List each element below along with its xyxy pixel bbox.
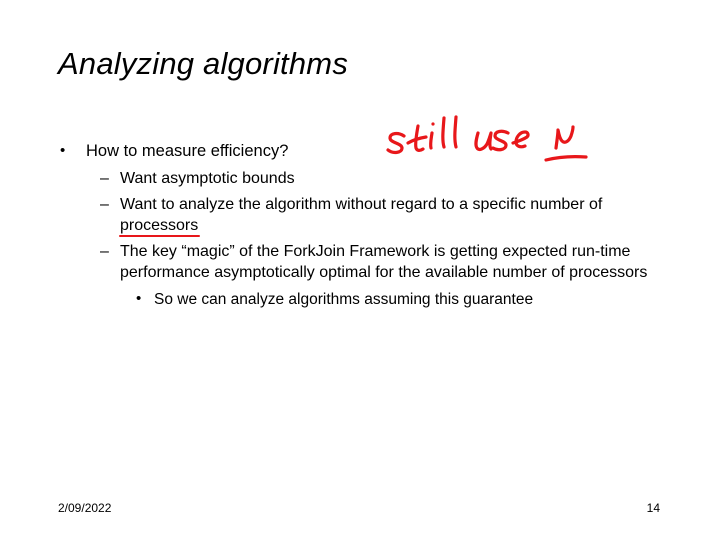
footer-date: 2/09/2022	[58, 501, 112, 515]
list-item	[52, 241, 672, 283]
list-item-text: So we can analyze algorithms assuming this guarantee	[154, 291, 534, 308]
list-item-text: The key “magic” of the ForkJoin Framework is getting expected run-time performance asymptotically optimal for the available number of processors	[120, 243, 648, 281]
slide-body	[52, 140, 672, 310]
list-item-text: Want to analyze the algorithm without regard to a specific number of	[120, 196, 603, 213]
annotated-word-processors: processors	[120, 217, 199, 234]
bullet-marker: •	[60, 142, 66, 159]
bullet-marker: –	[100, 196, 109, 213]
list-item	[52, 290, 672, 310]
list-item-text: Want asymptotic bounds	[120, 170, 295, 187]
footer-page-number: 14	[646, 501, 660, 515]
list-item	[52, 194, 672, 236]
page-title: Analyzing algorithms	[58, 46, 349, 81]
bullet-marker: •	[136, 290, 142, 307]
list-item	[52, 140, 672, 162]
list-item-text: How to measure efficiency?	[86, 142, 289, 160]
bullet-marker: –	[100, 170, 109, 187]
list-item	[52, 168, 672, 189]
bullet-marker: –	[100, 243, 109, 260]
